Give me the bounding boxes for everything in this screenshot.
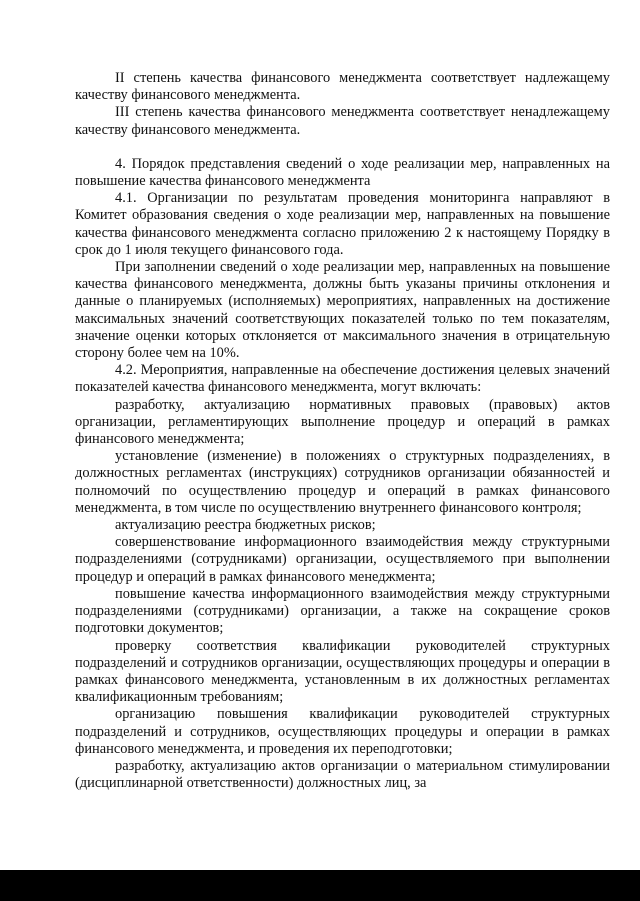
paragraph-deviation-reasons: При заполнении сведений о ходе реализации мер, направленных на повышение качества финансового менеджмента, должны быть указаны причины отклонения и данные о планируемых (исполняемых) мероприятиях, направленных на достижение максимальных значений соответствующих показателей только по тем показателям, значение оценки которых отклоняется от максимального значения в отрицательную сторону более чем на 10%. [75, 259, 610, 362]
paragraph-4-1: 4.1. Организации по результатам проведения мониторинга направляют в Комитет образования сведения о ходе реализации мер, направленных на повышение качества финансового менеджмента согласно приложению 2 к настоящему Порядку в срок до 1 июля текущего финансового года. [75, 190, 610, 258]
document-body [75, 70, 610, 792]
paragraph-4-2: 4.2. Мероприятия, направленные на обеспечение достижения целевых значений показателей качества финансового менеджмента, могут включать: [75, 362, 610, 396]
list-item-interaction-improvement: совершенствование информационного взаимодействия между структурными подразделениями (сотрудниками) организации, осуществляемого при выполнении процедур и операций в рамках финансового менеджмента; [75, 534, 610, 585]
list-item-incentives: разработку, актуализацию актов организации о материальном стимулировании (дисциплинарной ответственности) должностных лиц, за [75, 757, 610, 792]
scan-bottom-border [0, 870, 640, 901]
list-item-regulations: разработку, актуализацию нормативных правовых (правовых) актов организации, регламентирующих выполнение процедур и операций в рамках финансового менеджмента; [75, 396, 610, 448]
list-item-training: организацию повышения квалификации руководителей структурных подразделений и сотрудников, осуществляющих процедуры и операции в рамках финансового менеджмента, и проведения их переподготовки; [75, 706, 610, 757]
list-item-interaction-quality: повышение качества информационного взаимодействия между структурными подразделениями (сотрудниками) организации, а также на сокращение сроков подготовки документов; [75, 585, 610, 637]
paragraph-grade-2: II степень качества финансового менеджмента соответствует надлежащему качеству финансового менеджмента. [75, 70, 610, 104]
paragraph-grade-3: III степень качества финансового менеджмента соответствует ненадлежащему качеству финансового менеджмента. [75, 104, 610, 138]
section-heading-4: 4. Порядок представления сведений о ходе реализации мер, направленных на повышение качества финансового менеджмента [75, 155, 610, 190]
list-item-qualification-check: проверку соответствия квалификации руководителей структурных подразделений и сотрудников организации, осуществляющих процедуры и операции в рамках финансового менеджмента, установленным в их должностных регламентах квалификационным требованиям; [75, 637, 610, 706]
list-item-risk-register: актуализацию реестра бюджетных рисков; [115, 517, 376, 534]
list-item-responsibilities: установление (изменение) в положениях о структурных подразделениях, в должностных регламентах (инструкциях) сотрудников организации обязанностей и полномочий по осуществлению процедур и операций в рамках финансового менеджмента, в том числе по осуществлению внутреннего финансового контроля; [75, 448, 610, 516]
section-spacer [75, 139, 610, 156]
